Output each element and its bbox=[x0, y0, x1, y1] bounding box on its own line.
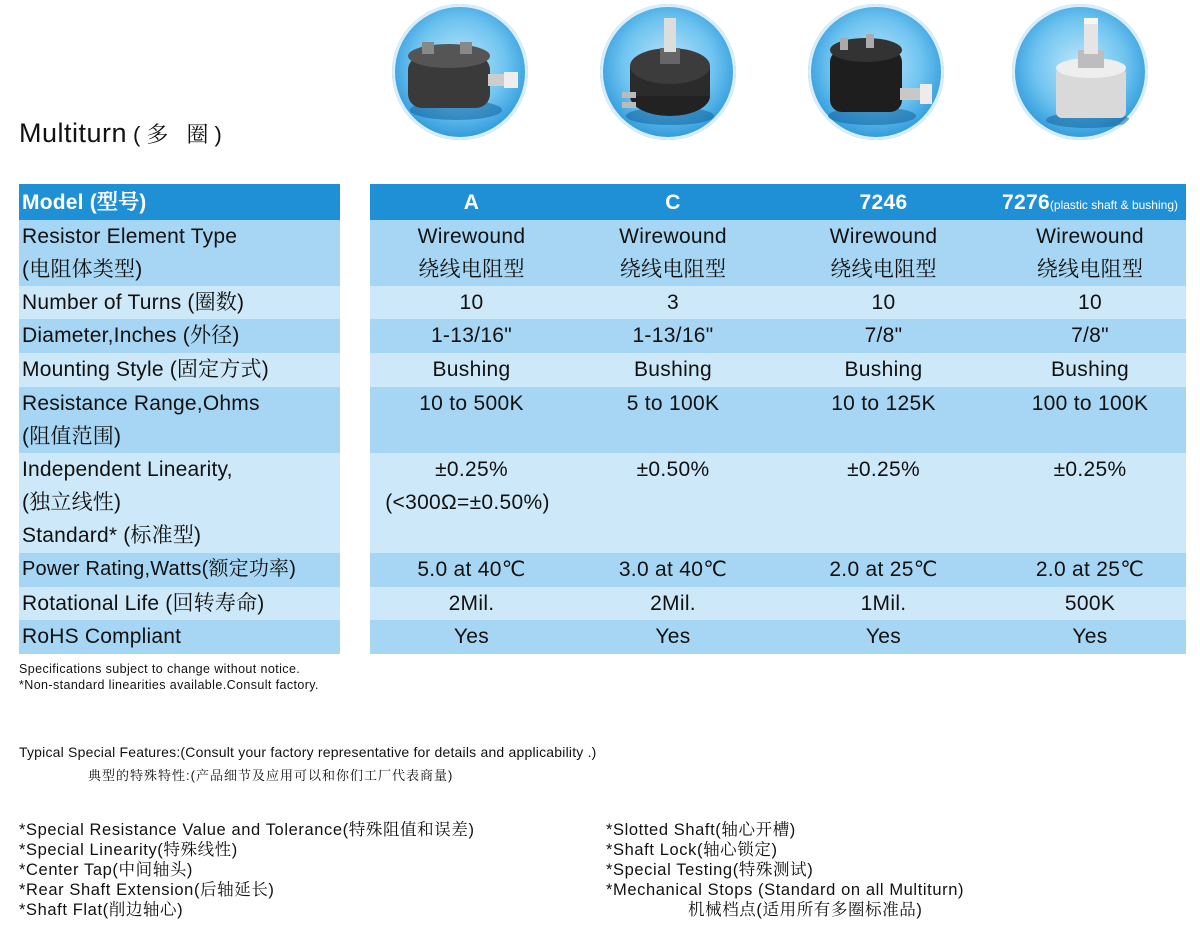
potentiometer-a-photo bbox=[392, 4, 528, 140]
cell-value: Bushing bbox=[432, 358, 511, 381]
features-left-list bbox=[19, 820, 475, 920]
cell-value: 1Mil. bbox=[860, 592, 907, 615]
row-label-cn: (阻值范围) bbox=[22, 425, 122, 448]
cell-value: Bushing bbox=[634, 358, 712, 381]
cell-value: 2Mil. bbox=[448, 592, 495, 615]
list-item: *Special Linearity(特殊线性) bbox=[19, 841, 238, 859]
cell-value: Wirewound bbox=[417, 225, 526, 248]
cell-value: Wirewound bbox=[1036, 225, 1144, 248]
row-label: Rotational Life (回转寿命) bbox=[19, 587, 340, 620]
nonstandard-note: *Non-standard linearities available.Consult factory. bbox=[19, 678, 319, 692]
cell-value: Yes bbox=[655, 625, 691, 648]
row-label-cn: (独立线性) bbox=[22, 491, 122, 514]
cell-value: 3 bbox=[667, 291, 679, 314]
header-model-7276: 7276(plastic shaft & bushing) bbox=[1002, 191, 1178, 214]
row-label: Mounting Style (固定方式) bbox=[19, 353, 340, 387]
cell-value: ±0.25% bbox=[435, 458, 508, 481]
title-main: Multiturn bbox=[19, 118, 128, 148]
potentiometer-7246-photo bbox=[808, 4, 944, 140]
table-row bbox=[19, 620, 1186, 654]
features-heading: Typical Special Features bbox=[19, 744, 177, 760]
page-title bbox=[19, 118, 228, 149]
cell-value: 100 to 100K bbox=[1031, 392, 1149, 415]
row-label: Resistor Element Type bbox=[22, 225, 238, 248]
cell-value: ±0.25% bbox=[1053, 458, 1127, 481]
cell-value: 2.0 at 25℃ bbox=[829, 558, 938, 581]
cell-value-cn: 绕线电阻型 bbox=[1036, 258, 1144, 281]
potentiometer-c-photo bbox=[600, 4, 736, 140]
cell-value: ±0.50% bbox=[636, 458, 710, 481]
table-row bbox=[19, 220, 1186, 286]
cell-value: Yes bbox=[453, 625, 490, 648]
features-subtitle: 典型的特殊特性:(产品细节及应用可以和你们工厂代表商量) bbox=[88, 768, 454, 783]
row-label: Resistance Range,Ohms bbox=[22, 392, 260, 415]
list-item: *Shaft Flat(削边轴心) bbox=[19, 901, 184, 919]
potentiometer-7276-photo bbox=[1012, 4, 1148, 140]
list-item: *Special Testing(特殊测试) bbox=[606, 861, 814, 879]
table-row bbox=[19, 319, 1186, 353]
cell-value: 1-13/16" bbox=[430, 324, 513, 347]
row-label: Number of Turns (圈数) bbox=[19, 286, 340, 319]
list-item: *Special Resistance Value and Tolerance(特殊阻值和误差) bbox=[19, 821, 475, 839]
list-item: *Slotted Shaft(轴心开槽) bbox=[606, 821, 796, 839]
list-item: *Center Tap(中间轴头) bbox=[19, 861, 194, 879]
row-label: Power Rating,Watts(额定功率) bbox=[19, 553, 340, 587]
cell-value: Yes bbox=[865, 625, 902, 648]
table-row bbox=[19, 453, 1186, 553]
header-model-c: C bbox=[665, 191, 681, 214]
header-model-a: A bbox=[463, 191, 480, 214]
features-title bbox=[19, 744, 597, 760]
cell-value: Wirewound bbox=[829, 225, 938, 248]
cell-value-note: (<300Ω=±0.50%) bbox=[385, 491, 550, 514]
table-row bbox=[19, 353, 1186, 387]
row-label-cn: (电阻体类型) bbox=[22, 258, 143, 281]
features-right-list bbox=[606, 820, 964, 920]
cell-value: 7/8" bbox=[1071, 324, 1109, 347]
list-item: *Mechanical Stops (Standard on all Multiturn) bbox=[606, 881, 965, 899]
cell-value-cn: 绕线电阻型 bbox=[830, 258, 937, 281]
features-heading-note: :(Consult your factory representative for details and applicability .) bbox=[176, 744, 597, 760]
cell-value: 2Mil. bbox=[650, 592, 696, 615]
table-row bbox=[19, 587, 1186, 620]
cell-value: 3.0 at 40℃ bbox=[618, 558, 728, 581]
header-model-7246: 7246 bbox=[859, 191, 908, 214]
table-row bbox=[19, 553, 1186, 587]
cell-value: 10 to 500K bbox=[419, 392, 524, 415]
cell-value: Yes bbox=[1072, 625, 1108, 648]
cell-value: 10 bbox=[871, 291, 896, 314]
spec-table-header bbox=[19, 184, 1186, 220]
header-model-label: Model (型号) bbox=[19, 184, 340, 220]
row-label-standard: Standard* (标准型) bbox=[22, 524, 202, 547]
table-row bbox=[19, 387, 1186, 453]
cell-value: Bushing bbox=[1051, 358, 1129, 381]
cell-value-cn: 绕线电阻型 bbox=[619, 258, 727, 281]
cell-value: 2.0 at 25℃ bbox=[1035, 558, 1145, 581]
cell-value: 5 to 100K bbox=[626, 392, 720, 415]
spec-change-note: Specifications subject to change without notice. bbox=[19, 662, 301, 676]
cell-value: 5.0 at 40℃ bbox=[417, 558, 526, 581]
cell-value-cn: 绕线电阻型 bbox=[418, 258, 525, 281]
table-row bbox=[19, 286, 1186, 319]
list-item: *Shaft Lock(轴心锁定) bbox=[606, 841, 778, 859]
cell-value: 500K bbox=[1064, 592, 1116, 615]
row-label: Diameter,Inches (外径) bbox=[19, 319, 340, 353]
list-item: *Rear Shaft Extension(后轴延长) bbox=[19, 881, 275, 899]
cell-value: 10 bbox=[459, 291, 484, 314]
cell-value: ±0.25% bbox=[847, 458, 920, 481]
cell-value: Wirewound bbox=[619, 225, 727, 248]
cell-value: 1-13/16" bbox=[632, 324, 714, 347]
row-label: RoHS Compliant bbox=[19, 620, 340, 654]
title-cn: (多 圈) bbox=[133, 122, 228, 147]
cell-value: 10 bbox=[1078, 291, 1102, 314]
cell-value: 7/8" bbox=[864, 324, 903, 347]
cell-value: Bushing bbox=[844, 358, 923, 381]
cell-value: 10 to 125K bbox=[831, 392, 936, 415]
list-item: 机械档点(适用所有多圈标准品) bbox=[688, 901, 923, 919]
row-label: Independent Linearity, bbox=[22, 458, 233, 481]
